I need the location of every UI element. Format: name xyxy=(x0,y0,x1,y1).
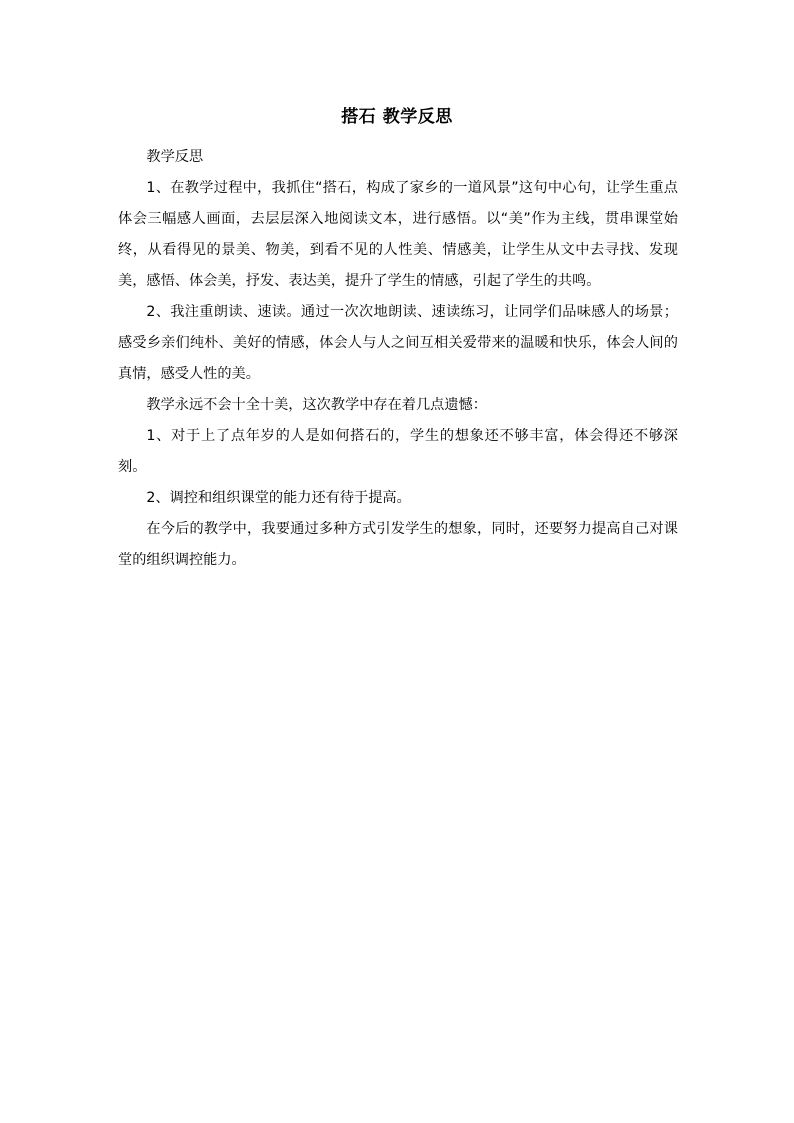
paragraph: 1、对于上了点年岁的人是如何搭石的，学生的想象还不够丰富，体会得还不够深刻。 xyxy=(118,428,678,475)
paragraph: 2、我注重朗读、速读。通过一次次地朗读、速读练习，让同学们品味感人的场景；感受乡亲们纯朴、美好的情感，体会人与人之间互相关爱带来的温暖和快乐，体会人间的真情，感受人性的美。 xyxy=(118,304,678,382)
document-body xyxy=(118,142,678,576)
paragraph: 在今后的教学中，我要通过多种方式引发学生的想象，同时，还要努力提高自己对课堂的组织调控能力。 xyxy=(118,521,678,568)
paragraph: 教学永远不会十全十美，这次教学中存在着几点遗憾： xyxy=(146,397,487,413)
section-heading: 教学反思 xyxy=(146,149,204,165)
document-title: 搭石 教学反思 xyxy=(341,107,453,127)
paragraph: 2、调控和组织课堂的能力还有待于提高。 xyxy=(146,490,411,506)
paragraph: 1、在教学过程中，我抓住“搭石，构成了家乡的一道风景”这句中心句，让学生重点体会三幅感人画面，去层层深入地阅读文本，进行感悟。以“美”作为主线，贯串课堂始终，从看得见的景美、物美，到看不见的人性美、情感美，让学生从文中去寻找、发现美，感悟、体会美，抒发、表达美，提升了学生的情感，引起了学生的共鸣。 xyxy=(118,180,678,289)
